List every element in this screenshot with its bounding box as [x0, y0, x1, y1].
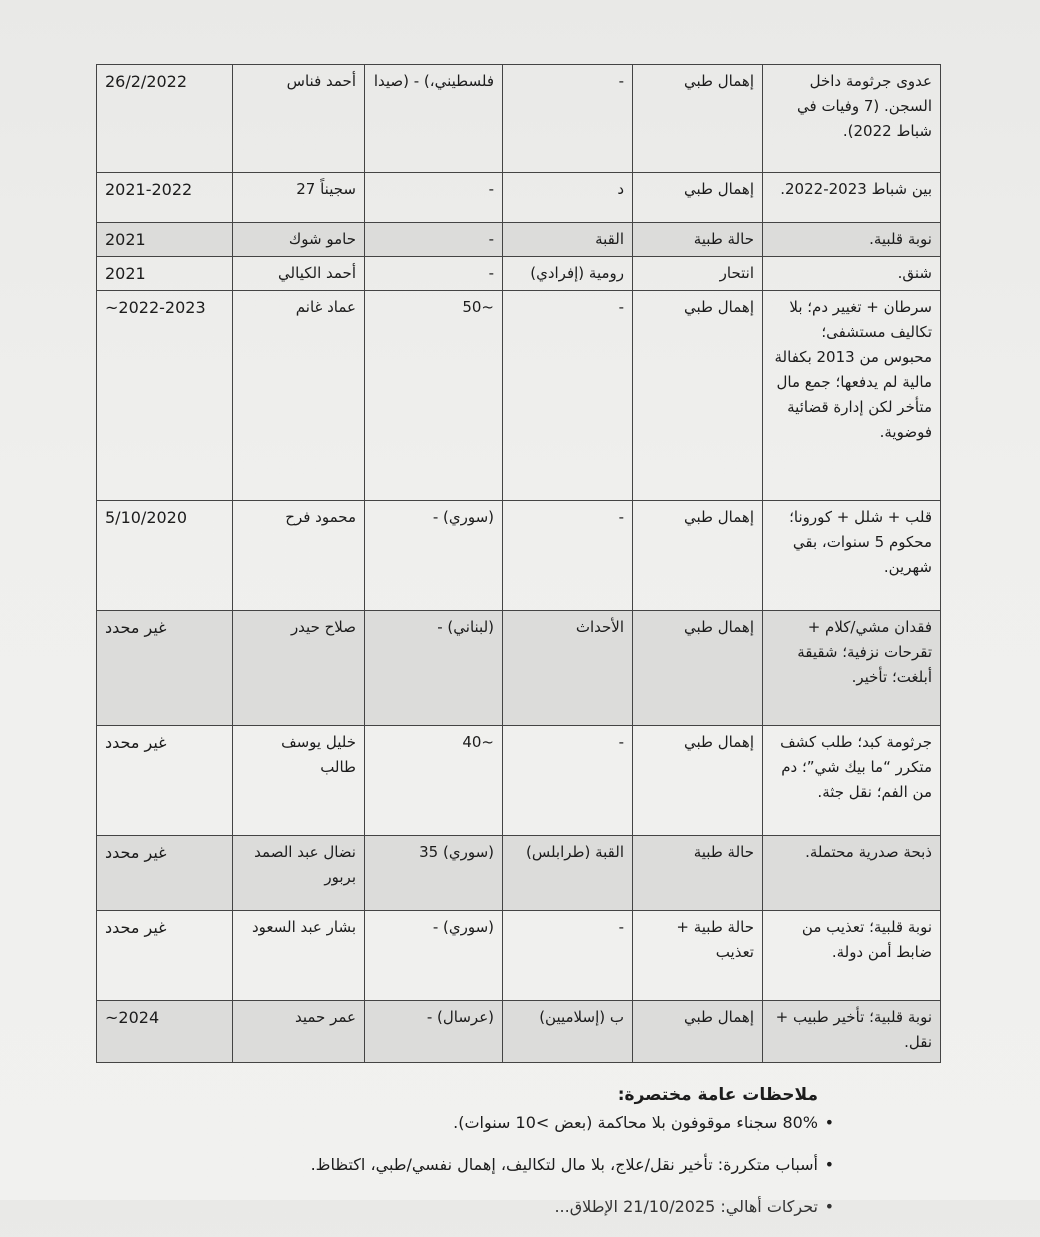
note-item: أسباب متكررة: تأخير نقل/علاج، بلا مال لتكاليف، إهمال نفسي/طبي، اكتظاظ. • — [96, 1153, 818, 1177]
cell-date: ~2024 — [97, 1001, 233, 1063]
cell-name: أحمد الكيالي — [233, 257, 365, 291]
cell-prison: ب (إسلاميين) — [503, 1001, 633, 1063]
cell-cause: إهمال طبي — [633, 501, 763, 611]
cell-date: 2021 — [97, 223, 233, 257]
cell-cause: انتحار — [633, 257, 763, 291]
cell-name: صلاح حيدر — [233, 611, 365, 726]
cell-details: فقدان مشي/كلام + تقرحات نزفية؛ شقيقة أبلغت؛ تأخير. — [763, 611, 941, 726]
cell-age-nationality: - — [365, 173, 503, 223]
table-row — [97, 173, 941, 223]
cell-age-nationality: ~40 — [365, 726, 503, 836]
table-row — [97, 501, 941, 611]
cell-date: 26/2/2022 — [97, 65, 233, 173]
cell-prison: القبة — [503, 223, 633, 257]
cell-details: قلب + شلل + كورونا؛ محكوم 5 سنوات، بقي شهرين. — [763, 501, 941, 611]
cell-age-nationality: (لبناني) - — [365, 611, 503, 726]
cell-date: غير محدد — [97, 611, 233, 726]
cell-date: 2021-2022 — [97, 173, 233, 223]
table-row — [97, 223, 941, 257]
cell-prison: القبة (طرابلس) — [503, 836, 633, 911]
cell-date: ~2022-2023 — [97, 291, 233, 501]
cell-details: نوبة قلبية؛ تعذيب من ضابط أمن دولة. — [763, 911, 941, 1001]
note-item: 80% سجناء موقوفون بلا محاكمة (بعض >10 سنوات). • — [96, 1111, 818, 1135]
cell-details: سرطان + تغيير دم؛ بلا تكاليف مستشفى؛ محبوس من 2013 بكفالة مالية لم يدفعها؛ جمع مال متأخر لكن إدارة قضائية فوضوية. — [763, 291, 941, 501]
cell-prison: د — [503, 173, 633, 223]
cell-details: بين شباط 2023-2022. — [763, 173, 941, 223]
cell-age-nationality: ~50 — [365, 291, 503, 501]
cell-cause: إهمال طبي — [633, 65, 763, 173]
cell-details: نوبة قلبية؛ تأخير طبيب + نقل. — [763, 1001, 941, 1063]
cell-age-nationality: (سوري) - — [365, 911, 503, 1001]
cell-age-nationality: - — [365, 223, 503, 257]
cell-name: سجيناً 27 — [233, 173, 365, 223]
cell-date: 2021 — [97, 257, 233, 291]
table-row — [97, 726, 941, 836]
cell-age-nationality: (سوري) 35 — [365, 836, 503, 911]
table-row — [97, 1001, 941, 1063]
cell-age-nationality: فلسطيني،) - (صيدا — [365, 65, 503, 173]
deaths-table — [96, 64, 941, 1063]
cell-prison: - — [503, 291, 633, 501]
cell-name: نضال عبد الصمد بربور — [233, 836, 365, 911]
cell-cause: إهمال طبي — [633, 1001, 763, 1063]
cell-name: محمود فرح — [233, 501, 365, 611]
cell-details: نوبة قلبية. — [763, 223, 941, 257]
cell-age-nationality: - — [365, 257, 503, 291]
cell-date: غير محدد — [97, 836, 233, 911]
table-row — [97, 65, 941, 173]
cell-name: خليل يوسف طالب — [233, 726, 365, 836]
cell-age-nationality: (سوري) - — [365, 501, 503, 611]
cell-prison: رومية (إفرادي) — [503, 257, 633, 291]
table-row — [97, 611, 941, 726]
cell-cause: حالة طبية + تعذيب — [633, 911, 763, 1001]
cell-prison: - — [503, 911, 633, 1001]
table-row — [97, 911, 941, 1001]
table-row — [97, 836, 941, 911]
cell-name: أحمد فناس — [233, 65, 365, 173]
notes-section — [96, 1085, 818, 1237]
cell-details: ذبحة صدرية محتملة. — [763, 836, 941, 911]
cell-age-nationality: (عرسال) - — [365, 1001, 503, 1063]
deaths-table-container — [96, 64, 940, 1063]
note-item: تحركات أهالي: 21/10/2025 الإطلاق... • — [96, 1195, 818, 1219]
table-row — [97, 291, 941, 501]
cell-cause: إهمال طبي — [633, 611, 763, 726]
cell-cause: إهمال طبي — [633, 726, 763, 836]
cell-name: عماد غانم — [233, 291, 365, 501]
cell-date: غير محدد — [97, 726, 233, 836]
cell-prison: - — [503, 65, 633, 173]
cell-cause: حالة طبية — [633, 223, 763, 257]
cell-name: حامو شوك — [233, 223, 365, 257]
cell-cause: حالة طبية — [633, 836, 763, 911]
notes-title: ملاحظات عامة مختصرة: — [617, 1085, 818, 1105]
cell-date: 5/10/2020 — [97, 501, 233, 611]
cell-details: عدوى جرثومة داخل السجن. (7 وفيات في شباط 2022). — [763, 65, 941, 173]
notes-list — [96, 1111, 818, 1219]
cell-prison: الأحداث — [503, 611, 633, 726]
cell-name: بشار عبد السعود — [233, 911, 365, 1001]
cell-details: جرثومة كبد؛ طلب كشف متكرر “ما بيك شي”؛ دم من الفم؛ نقل جثة. — [763, 726, 941, 836]
table-row — [97, 257, 941, 291]
cell-details: شنق. — [763, 257, 941, 291]
cell-cause: إهمال طبي — [633, 173, 763, 223]
cell-cause: إهمال طبي — [633, 291, 763, 501]
cell-date: غير محدد — [97, 911, 233, 1001]
cell-name: عمر حميد — [233, 1001, 365, 1063]
cell-prison: - — [503, 501, 633, 611]
cell-prison: - — [503, 726, 633, 836]
